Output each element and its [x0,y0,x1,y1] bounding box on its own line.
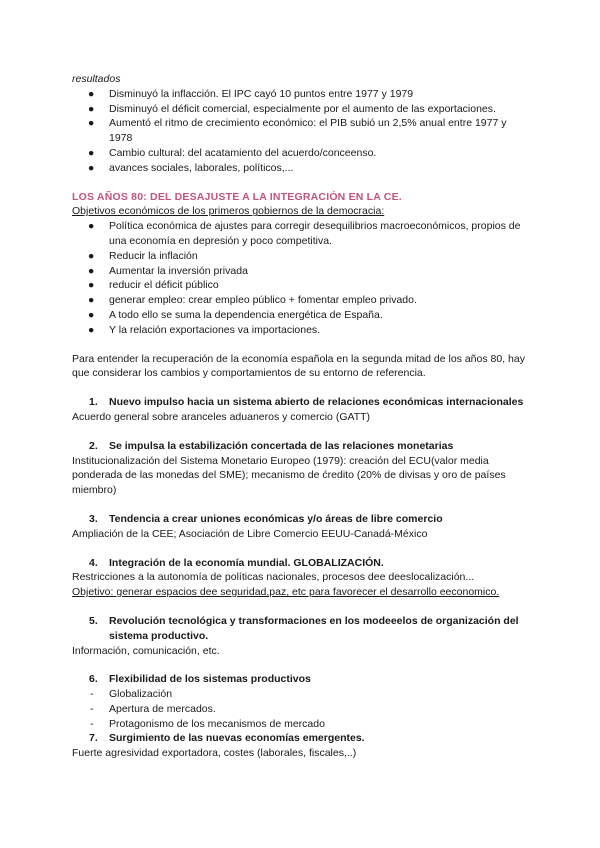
point-heading: 4. Integración de la economía mundial. GLOBALIZACIÓN. [89,556,384,569]
list-item: ● reducir el déficit público [88,279,219,292]
list-item: ● Reducir la inflación [88,249,198,262]
point-body: Institucionalización del Sistema Monetario Europeo (1979): creación del ECU(valor media ponderada de las monedas del SME); mecanismo de ćredito (20% de divisas y oro de países miembro) [72,454,506,497]
bullet-icon: ● [88,102,95,115]
bullet-icon: ● [88,161,95,174]
results-list [72,87,532,176]
list-item: ● Y la relación exportaciones va importaciones. [88,323,321,336]
point-body: Información, comunicación, etc. [72,644,220,657]
list-item: ● avances sociales, laborales, políticos,... [88,161,294,174]
list-item: - Apertura de mercados. [90,702,216,715]
point-body: Restricciones a la autonomía de políticas nacionales, procesos dee deeslocalización... [72,571,475,584]
objectives-list [72,219,532,337]
point-body: Ampliación de la CEE; Asociación de Libre Comercio EEUU-Canadá-México [72,527,428,540]
list-item: - Globalización [90,688,173,701]
point-heading: 6. Flexibilidad de los sistemas productivos [89,673,311,686]
intro-paragraph: Para entender la recuperación de la economía española en la segunda mitad de los años 80, hay que considerar los cambios y comportamientos de su entorno de referencia. [72,352,525,380]
bullet-icon: ● [88,117,95,130]
bullet-icon: ● [88,323,95,336]
document-page [72,72,532,761]
dash-icon: - [90,717,94,730]
list-item: ● Disminuyó el déficit comercial, especialmente por el aumento de las exportaciones. [88,102,496,115]
dash-list [72,687,532,731]
bullet-icon: ● [88,146,95,159]
list-item: ● Disminuyó la inflacción. El IPC cayó 10 puntos entre 1977 y 1979 [88,87,414,100]
objectives-heading: Objetivos económicos de los primeros gobiernos de la democracia: [72,205,385,218]
bullet-icon: ● [88,249,95,262]
list-item: - Protagonismo de los mecanismos de mercado [90,717,325,730]
results-label: resultados [72,73,121,85]
list-item: ● Aumentó el ritmo de crecimiento económico: el PIB subió un 2,5% anual entre 1977 y 1978 [88,117,507,145]
list-item: ● A todo ello se suma la dependencia energética de España. [88,308,383,321]
bullet-icon: ● [88,308,95,321]
point-objective: Objetivo: generar espacios dee seguridad,paz, etc para favorecer el desarrollo eeconomico. [72,586,500,599]
dash-icon: - [90,688,94,701]
list-item: ● Política económica de ajustes para corregir desequilibrios macroeconómicos, propios de una economía en depresión y poco competitiva. [88,220,521,247]
section-title: LOS AÑOS 80: DEL DESAJUSTE A LA INTEGRACIÓN EN LA CE. [72,190,402,203]
bullet-icon: ● [88,279,95,292]
point-heading: 1. Nuevo impulso hacia un sistema abierto de relaciones económicas internacionales [89,396,524,409]
bullet-icon: ● [88,294,95,307]
point-heading: 2. Se impulsa la estabilización concertada de las relaciones monetarias [89,439,454,452]
point-heading: 3. Tendencia a crear uniones económicas y/o áreas de libre comercio [89,512,443,525]
list-item: ● generar empleo: crear empleo público + fomentar empleo privado. [88,294,417,307]
point-heading: 5. Revolución tecnológica y transformaciones en los modeeelos de organización del sistema productivo. [89,614,519,642]
point-body: Fuerte agresividad exportadora, costes (laborales, fiscales,..) [72,747,357,760]
bullet-icon: ● [88,87,95,100]
bullet-icon: ● [88,220,95,233]
point-body: Acuerdo general sobre aranceles aduaneros y comercio (GATT) [72,410,371,423]
list-item: ● Aumentar la inversión privada [88,264,248,277]
dash-icon: - [90,702,94,715]
list-item: ● Cambio cultural: del acatamiento del acuerdo/conceenso. [88,146,377,159]
point-heading: 7. Surgimiento de las nuevas economías emergentes. [89,732,365,745]
bullet-icon: ● [88,264,95,277]
